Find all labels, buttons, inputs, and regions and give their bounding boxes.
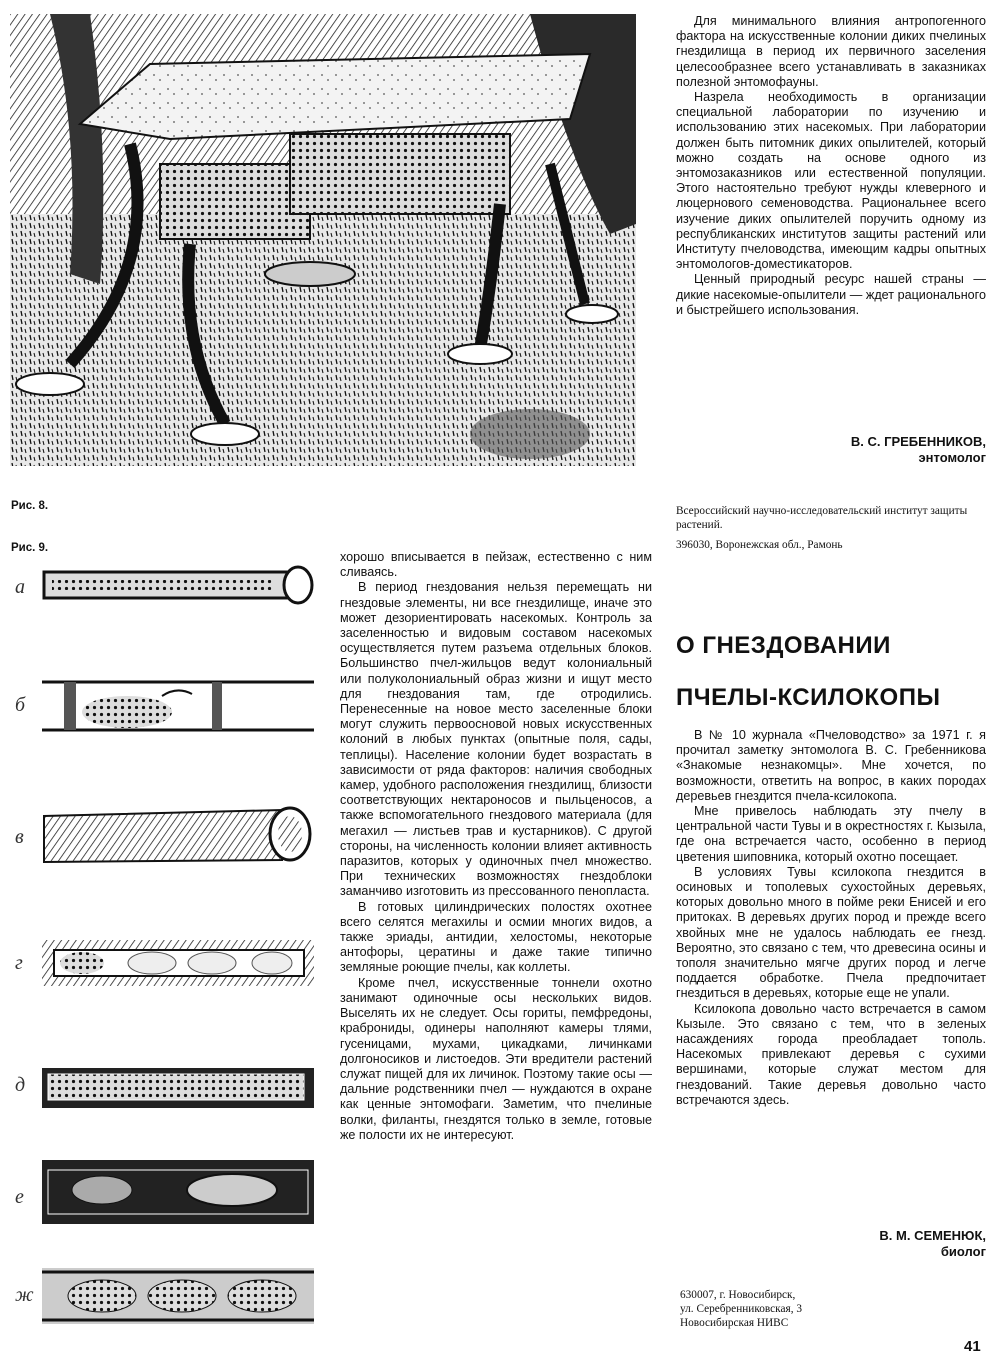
paragraph: Ксилокопа довольно часто встречается в самом Кызыле. Это связано с тем, что в зеленых насаждениях города преобладает тополь. Насекомых привлекают деревья с сухими вершинами, которые служат местом для гнездований. Такие деревья довольно часто встречаются здесь. (676, 1001, 986, 1107)
tube-b-illustration (42, 676, 314, 736)
tube-v-illustration (42, 800, 314, 870)
author-address-2 (680, 1288, 960, 1330)
paragraph: Мне привелось наблюдать эту пчелу в центральной части Тувы и в окрестностях г. Кызыла, где она встречается часто, особенно в период цветения шиповника, который охотно посещает. (676, 804, 986, 864)
figure-8-caption: Рис. 8. (11, 500, 49, 512)
tube-label-g: г (15, 952, 23, 974)
author-role: энтомолог (918, 450, 986, 465)
author-signature-2 (700, 1228, 986, 1260)
address-line: ул. Серебренниковская, 3 (680, 1303, 803, 1315)
tube-d-illustration (42, 1064, 314, 1112)
author-name: В. С. ГРЕБЕННИКОВ, (850, 434, 986, 449)
headline-line-2: ПЧЕЛЫ-КСИЛОКОПЫ (676, 684, 941, 711)
tube-label-zh: ж (15, 1284, 34, 1306)
paragraph: Назрела необходимость в организации специальной лаборатории по изучению и использованию этих насекомых. При лаборатории должен быть питомник диких опылителей, который можно создать на основе одного из энтомозаказников или естественной популяции. Этого настоятельно требуют нужды клеверного и люцернового семеноводства. Рациональнее всего изучение диких опылителей поручить одному из республиканских институтов защиты растений или Институту пчеловодства, имеющим кадры опытных энтомологов-доместикаторов. (676, 90, 986, 272)
institution-name: Всероссийский научно-исследовательский институт защиты растений. (676, 505, 968, 531)
paragraph: В № 10 журнала «Пчеловодство» за 1971 г. я прочитал заметку энтомолога В. С. Гребенникова «Знакомые незнакомцы». Мне хочется, по возможности, ответить на вопрос, в каких породах деревьев гнездится пчела-ксилокопа. (676, 728, 986, 803)
paragraph: Ценный природный ресурс нашей страны — дикие насекомые-опылители — ждет рационального и быстрейшего использования. (676, 272, 986, 317)
tube-a-illustration (42, 564, 314, 606)
article2-headline (676, 620, 986, 724)
figure-8-illustration (10, 14, 636, 466)
page-number: 41 (964, 1338, 981, 1355)
paragraph: В готовых цилиндрических полостях охотнее всего селятся мегахилы и осмии многих видов, а также эриады, антидии, хелостомы, некоторые антофоры, цератины и даже такие типично земляные роющие пчелы, как коллеты. (340, 899, 652, 975)
tube-zh-illustration (42, 1264, 314, 1328)
tube-g-illustration (42, 936, 314, 990)
middle-text-column (340, 550, 652, 1143)
figure-9-caption: Рис. 9. (11, 542, 49, 554)
author-name: В. М. СЕМЕНЮК, (879, 1228, 986, 1243)
paragraph: Для минимального влияния антропогенного фактора на искусственные колонии диких пчелиных гнездилища в период их первичного заселения целесообразнее всего устанавливать в заказниках полезной энтомофауны. (676, 14, 986, 89)
article1-conclusion (676, 14, 986, 318)
tube-label-a: а (15, 576, 25, 598)
institution-1 (676, 504, 976, 552)
tube-label-d: д (15, 1074, 26, 1096)
paragraph: хорошо вписывается в пейзаж, естественно с ним сливаясь. (340, 550, 652, 580)
tube-label-b: б (15, 694, 26, 716)
paragraph: В условиях Тувы ксилокопа гнездится в осиновых и тополевых сухостойных деревьях, которых довольно много в пойме реки Енисей и его притоках. В деревьях других пород и прежде всего хвойных мне не удалось наблюдать ее гнезд. Вероятно, это связано с тем, что древесина осины и тополя значительно мягче других пород и легче поддается обработке. Пчела предпочитает гнездиться в деревьях, которые еще не упали. (676, 864, 986, 1001)
article2-body (676, 728, 986, 1108)
institution-address: 396030, Воронежская обл., Рамонь (676, 539, 843, 551)
tube-label-v: в (15, 826, 24, 848)
author-signature-1 (700, 434, 986, 466)
tube-label-e: е (15, 1186, 24, 1208)
tube-e-illustration (42, 1156, 314, 1230)
paragraph: В период гнездования нельзя перемещать ни гнездовые элементы, ни все гнездилище, иначе это может дезориентировать насекомых. Контроль за заселенностью и видовым составом насекомых осуществляется путем разъема отдельных блоков. Большинство пчел-жильцов ведут колониальный или полуколониальный образ жизни и ищут место для гнездования там, где отродились. Перенесенные на новое место заселенные блоки могут служить первоосновой новых искусственных колоний в любых пунктах (опытные поля, сады, теплицы). Население колонии будет возрастать в зависимости от ряда факторов: наличия свободных камер, удобного расположения гнездилищ, близости соответствующих нектароносов и пыльценосов, а также вспомогательного гнездового материала (для мегахил — листьев трав и кустарников). С другой стороны, на численность колонии влияет активность паразитов, которых у одиночных пчел множество. При технических возможностях гнездоблоки заманчиво изготовить из прессованного пенопласта. (340, 580, 652, 899)
address-line: Новосибирская НИВС (680, 1317, 789, 1329)
address-line: 630007, г. Новосибирск, (680, 1289, 796, 1301)
paragraph: Кроме пчел, искусственные тоннели охотно занимают одиночные осы нескольких видов. Выселять их не следует. Осы гориты, пемфредоны, краброниды, одинеры наполняют камеры тлями, гусеницами, мухами, цикадками, личинками долгоносиков и листоедов. Эти вредители растений служат пищей для их личинок. Поэтому такие осы — дальние родственники пчел — нуждаются в охране как ценные энтомофаги. Заметим, что пчелиные волки, филанты, гнездятся только в земле, готовые же полости их не интересуют. (340, 975, 652, 1142)
headline-line-1: О ГНЕЗДОВАНИИ (676, 632, 891, 659)
author-role: биолог (940, 1244, 986, 1259)
